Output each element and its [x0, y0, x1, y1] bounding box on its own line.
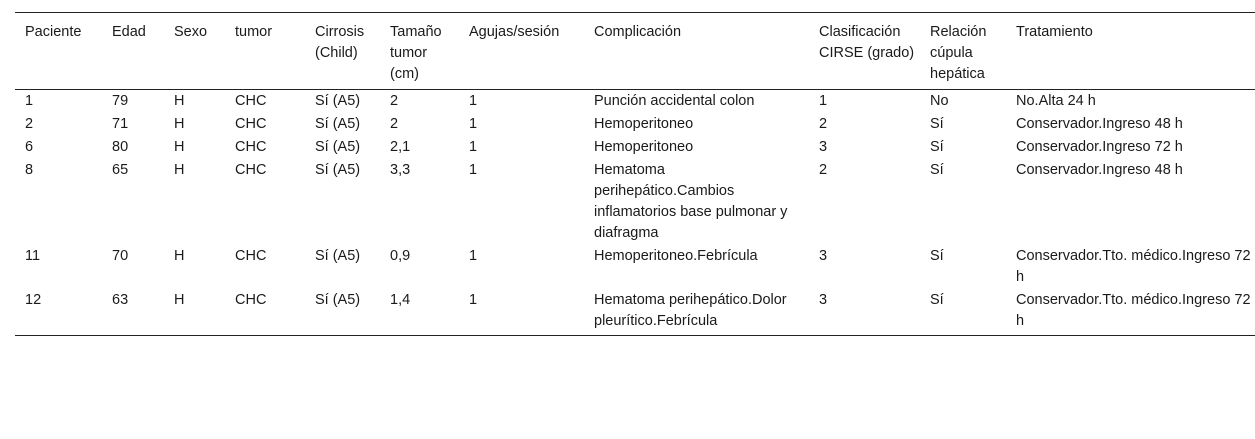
cell-cirrosis: Sí (A5) [315, 292, 361, 308]
cell-tamano-tumor: 2,1 [390, 139, 411, 155]
cell-cirrosis: Sí (A5) [315, 248, 361, 264]
cell-tratamiento: Conservador.Ingreso 48 h [1016, 162, 1183, 178]
cell-edad: 71 [112, 116, 129, 132]
cell-tumor: CHC [235, 162, 267, 178]
cell-paciente: 2 [25, 116, 34, 132]
cell-complicacion: Hemoperitoneo [594, 116, 694, 132]
header-edad: Edad [112, 24, 146, 40]
cell-cirrosis: Sí (A5) [315, 116, 361, 132]
cell-edad: 70 [112, 248, 129, 264]
cell-clasificacion-cirse: 1 [819, 93, 828, 109]
cell-sexo: H [174, 139, 185, 155]
cell-tamano-tumor: 2 [390, 116, 399, 132]
header-tamano-tumor: Tamaño tumor (cm) [390, 24, 442, 82]
table-row [15, 113, 1255, 136]
cell-complicacion: Hematoma perihepático.Cambios inflamatorios base pulmonar y diafragma [594, 162, 788, 241]
cell-tratamiento: Conservador.Tto. médico.Ingreso 72 h [1016, 248, 1251, 285]
cell-tamano-tumor: 3,3 [390, 162, 411, 178]
table-row [15, 245, 1255, 289]
header-row [15, 13, 1255, 90]
table-row [15, 136, 1255, 159]
header-clasificacion-cirse: Clasificación CIRSE (grado) [819, 24, 915, 61]
cell-paciente: 1 [25, 93, 34, 109]
cell-cirrosis: Sí (A5) [315, 162, 361, 178]
cell-tamano-tumor: 1,4 [390, 292, 411, 308]
cell-tratamiento: No.Alta 24 h [1016, 93, 1096, 109]
cell-agujas-sesion: 1 [469, 116, 478, 132]
cell-agujas-sesion: 1 [469, 162, 478, 178]
cell-tratamiento: Conservador.Ingreso 72 h [1016, 139, 1183, 155]
cell-paciente: 11 [25, 248, 41, 264]
cell-paciente: 8 [25, 162, 34, 178]
cell-complicacion: Punción accidental colon [594, 93, 755, 109]
cell-complicacion: Hematoma perihepático.Dolor pleurítico.Febrícula [594, 292, 787, 329]
header-agujas-sesion: Agujas/sesión [469, 24, 560, 40]
cell-clasificacion-cirse: 3 [819, 248, 828, 264]
cell-sexo: H [174, 162, 185, 178]
header-paciente: Paciente [25, 24, 82, 40]
cell-sexo: H [174, 292, 185, 308]
cell-edad: 65 [112, 162, 129, 178]
cell-complicacion: Hemoperitoneo.Febrícula [594, 248, 758, 264]
header-complicacion: Complicación [594, 24, 682, 40]
cell-relacion-cupula: Sí [930, 162, 944, 178]
cell-tumor: CHC [235, 116, 267, 132]
cell-relacion-cupula: Sí [930, 248, 944, 264]
cell-clasificacion-cirse: 3 [819, 292, 828, 308]
cell-edad: 63 [112, 292, 129, 308]
table-row [15, 90, 1255, 114]
cell-tumor: CHC [235, 292, 267, 308]
cell-tratamiento: Conservador.Tto. médico.Ingreso 72 h [1016, 292, 1251, 329]
table-row [15, 289, 1255, 336]
cell-agujas-sesion: 1 [469, 248, 478, 264]
cell-clasificacion-cirse: 2 [819, 116, 828, 132]
cell-edad: 79 [112, 93, 129, 109]
cell-paciente: 6 [25, 139, 34, 155]
cell-cirrosis: Sí (A5) [315, 139, 361, 155]
table-row [15, 159, 1255, 245]
header-relacion-cupula: Relación cúpula hepática [930, 24, 987, 82]
cell-agujas-sesion: 1 [469, 292, 478, 308]
cell-relacion-cupula: Sí [930, 116, 944, 132]
cell-agujas-sesion: 1 [469, 93, 478, 109]
cell-sexo: H [174, 248, 185, 264]
cell-relacion-cupula: No [930, 93, 949, 109]
cell-tumor: CHC [235, 139, 267, 155]
cell-relacion-cupula: Sí [930, 292, 944, 308]
cell-tumor: CHC [235, 93, 267, 109]
cell-sexo: H [174, 93, 185, 109]
cell-clasificacion-cirse: 2 [819, 162, 828, 178]
cell-complicacion: Hemoperitoneo [594, 139, 694, 155]
cell-tumor: CHC [235, 248, 267, 264]
cell-sexo: H [174, 116, 185, 132]
cell-paciente: 12 [25, 292, 42, 308]
cell-edad: 80 [112, 139, 129, 155]
cell-tamano-tumor: 0,9 [390, 248, 411, 264]
cell-tratamiento: Conservador.Ingreso 48 h [1016, 116, 1183, 132]
cell-clasificacion-cirse: 3 [819, 139, 828, 155]
complications-table [15, 12, 1255, 336]
header-cirrosis: Cirrosis (Child) [315, 24, 365, 61]
cell-agujas-sesion: 1 [469, 139, 478, 155]
cell-cirrosis: Sí (A5) [315, 93, 361, 109]
header-sexo: Sexo [174, 24, 208, 40]
cell-relacion-cupula: Sí [930, 139, 944, 155]
header-tratamiento: Tratamiento [1016, 24, 1093, 40]
cell-tamano-tumor: 2 [390, 93, 399, 109]
header-tumor: tumor [235, 24, 273, 40]
